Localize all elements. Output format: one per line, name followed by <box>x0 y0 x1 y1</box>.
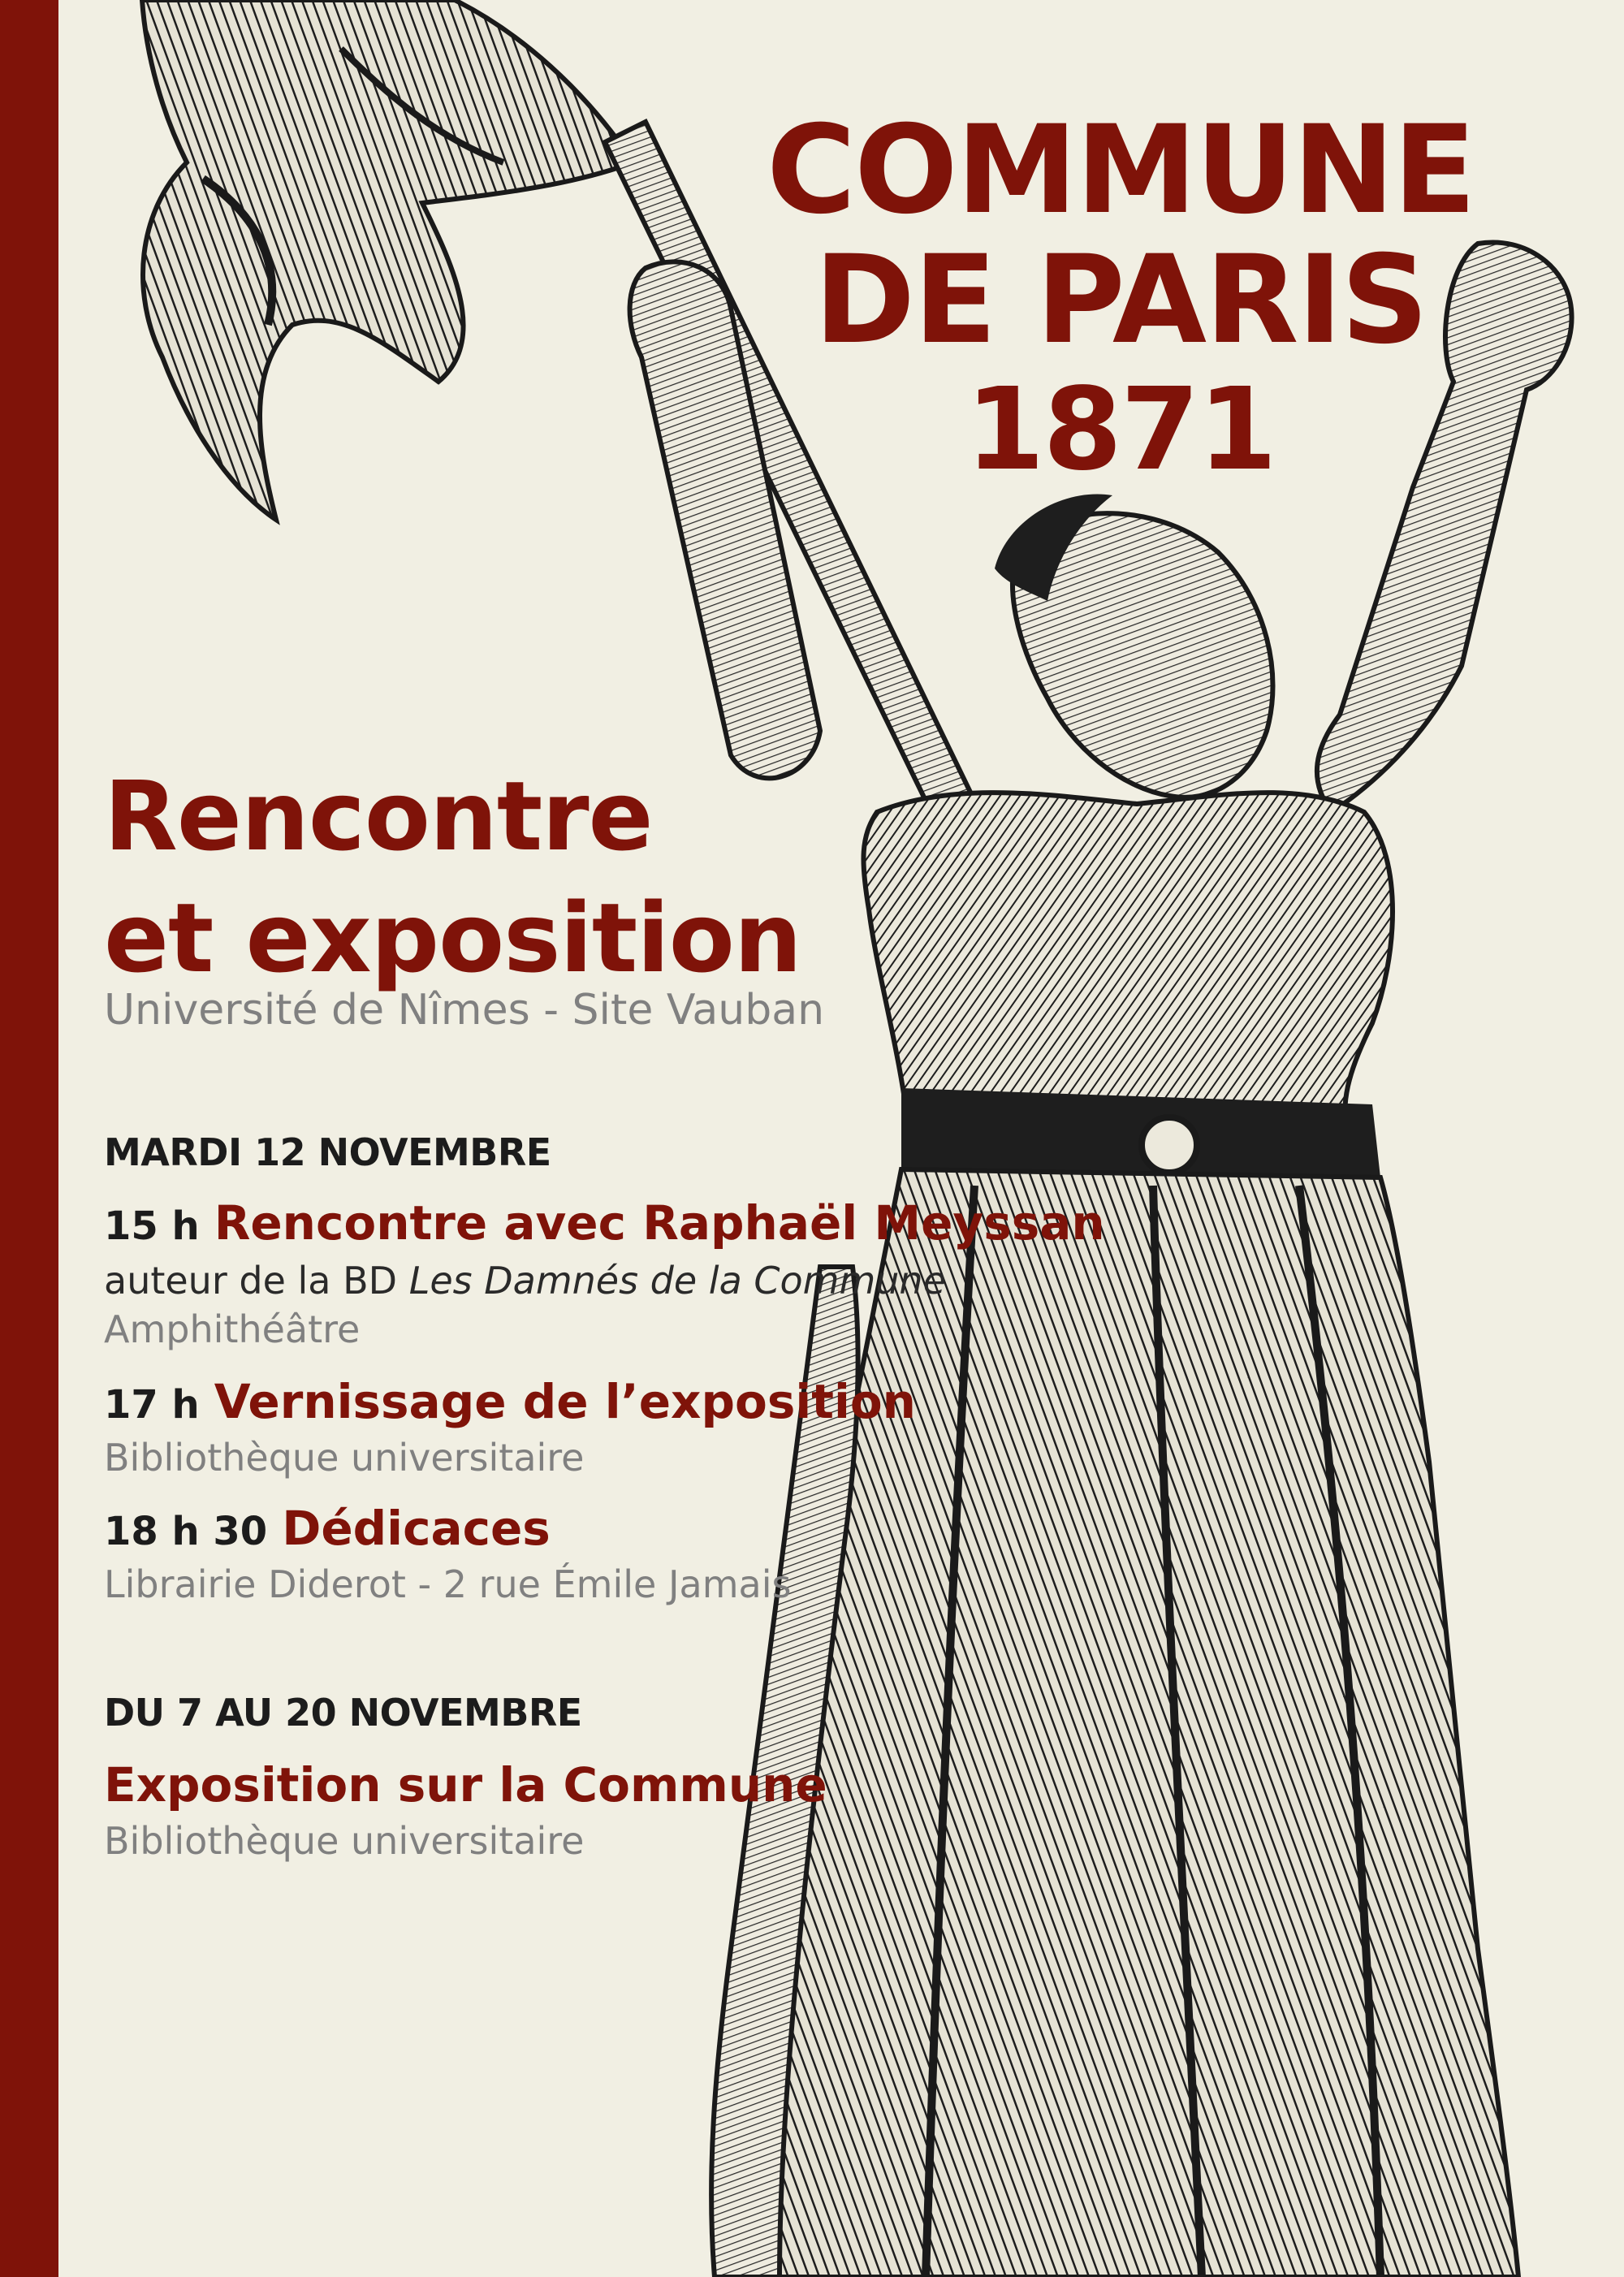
event-vernissage <box>104 1374 916 1429</box>
exhibition-title: Exposition sur la Commune <box>104 1757 827 1813</box>
day-heading: MARDI 12 NOVEMBRE <box>104 1130 551 1174</box>
main-title <box>715 100 1527 496</box>
event-title: Vernissage de l’exposition <box>214 1374 916 1429</box>
event-title: Dédicaces <box>282 1501 551 1556</box>
subtitle-line-exposition: et exposition <box>104 882 801 994</box>
event-time: 18 h 30 <box>104 1509 268 1554</box>
event-dedicaces <box>104 1501 551 1556</box>
title-line-year: 1871 <box>965 364 1276 496</box>
period-heading: DU 7 AU 20 NOVEMBRE <box>104 1691 582 1735</box>
event-time: 17 h <box>104 1382 200 1428</box>
detail-prefix: auteur de la BD <box>104 1259 409 1303</box>
title-line-commune: COMMUNE <box>767 100 1475 241</box>
event-dedicaces-location: Librairie Diderot - 2 rue Émile Jamais <box>104 1562 792 1606</box>
subtitle-line-rencontre: Rencontre <box>104 760 653 872</box>
title-line-de-paris: DE PARIS <box>814 230 1427 371</box>
subtitle <box>104 755 801 999</box>
venue-text: Université de Nîmes - Site Vauban <box>104 986 825 1035</box>
event-meeting-location: Amphithéâtre <box>104 1307 361 1351</box>
event-meeting-detail <box>104 1259 946 1303</box>
exhibition-location: Bibliothèque universitaire <box>104 1819 585 1863</box>
event-meeting <box>104 1195 1105 1251</box>
book-title: Les Damnés de la Commune <box>408 1259 946 1303</box>
event-vernissage-location: Bibliothèque universitaire <box>104 1436 585 1480</box>
event-title: Rencontre avec Raphaël Meyssan <box>214 1195 1105 1251</box>
event-time: 15 h <box>104 1203 200 1249</box>
